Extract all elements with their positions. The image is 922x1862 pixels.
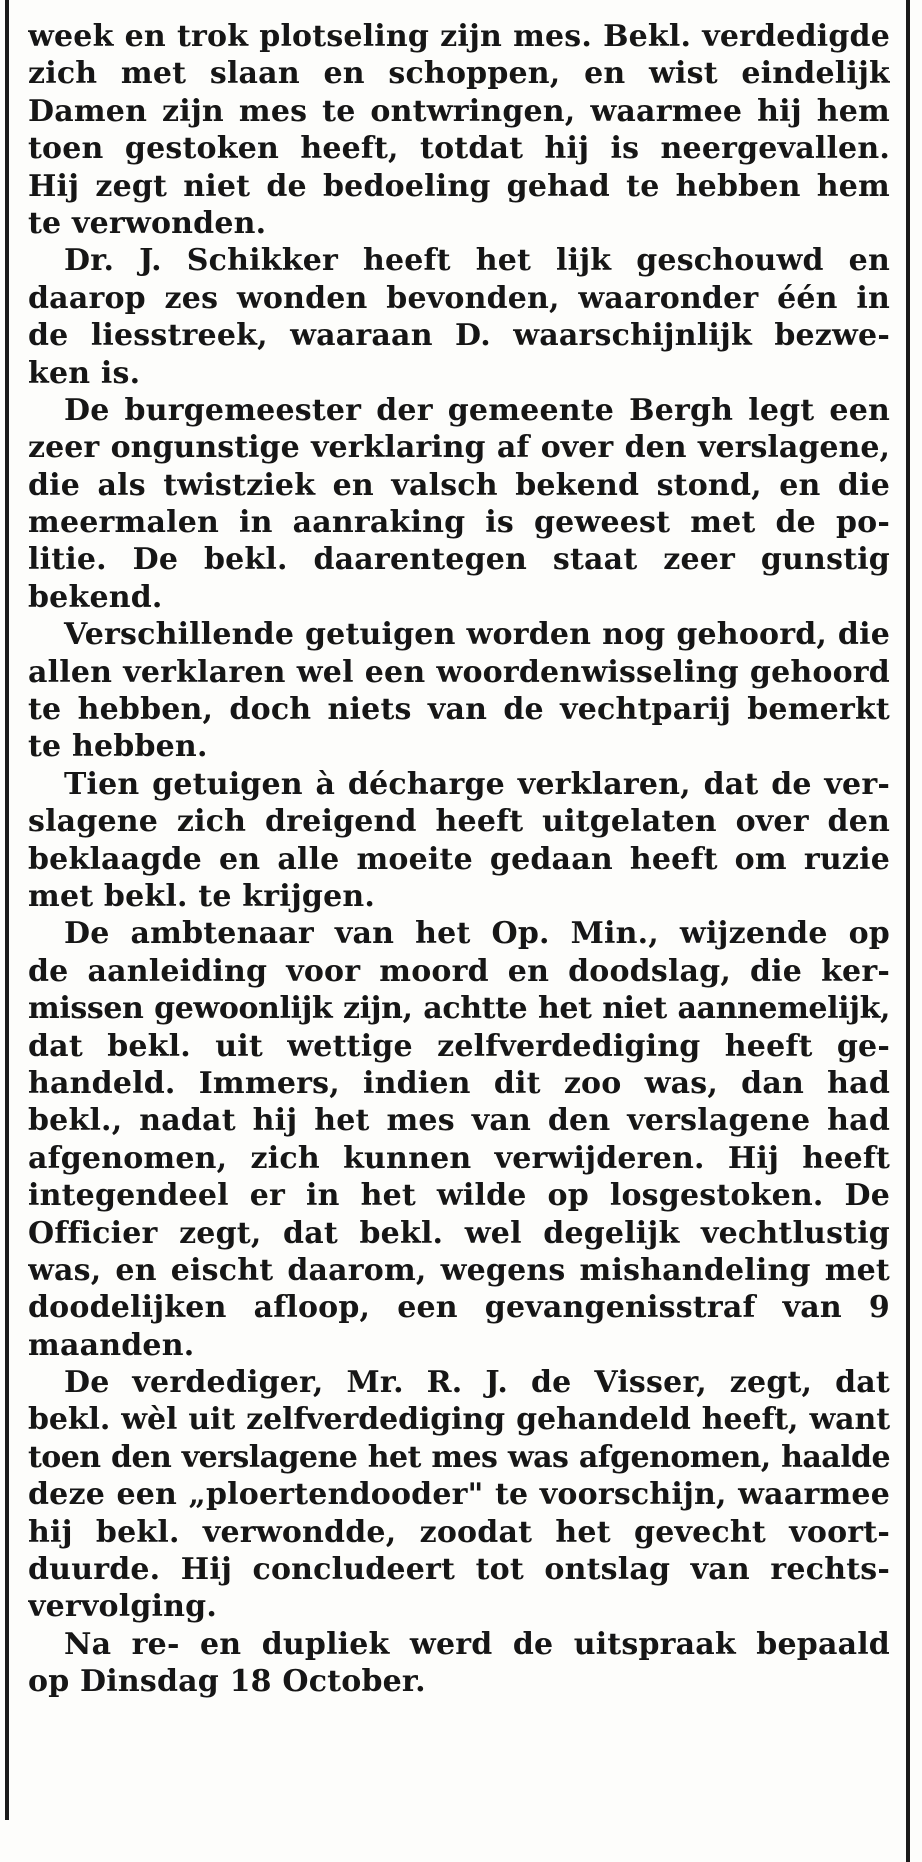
text-line: Verschillende getuigen worden nog gehoord, die [64, 617, 890, 653]
text-line: Hij zegt niet de bedoeling gehad te hebben hem [28, 168, 890, 204]
text-line: op Dinsdag 18 October. [28, 1664, 426, 1700]
text-line: Na re- en dupliek werd de uitspraak bepaald [64, 1626, 890, 1662]
text-line: integendeel er in het wilde op losgestoken. De [28, 1178, 890, 1214]
text-line: Damen zijn mes te ontwringen, waarmee hij hem [28, 93, 890, 129]
text-line: meermalen in aanraking is geweest met de po- [28, 505, 890, 541]
text-line: slagene zich dreigend heeft uitgelaten over den [28, 804, 890, 840]
text-line: deze een „ploertendooder" te voorschijn, waarmee [28, 1477, 890, 1513]
text-line: daarop zes wonden bevonden, waaronder één in [28, 280, 890, 316]
article-paragraph [28, 18, 890, 242]
text-line: duurde. Hij concludeert tot ontslag van rechts- [28, 1552, 890, 1588]
text-line: toen den verslagene het mes was afgenomen, haalde [28, 1439, 890, 1475]
text-line: die als twistziek en valsch bekend stond, en die [28, 467, 890, 503]
text-line: te hebben. [28, 729, 208, 765]
text-line: ken is. [28, 355, 141, 391]
text-line: maanden. [28, 1327, 195, 1363]
text-line: afgenomen, zich kunnen verwijderen. Hij heeft [28, 1140, 890, 1176]
column-rule-left [5, 0, 9, 1820]
text-line: De verdediger, Mr. R. J. de Visser, zegt, dat [64, 1365, 890, 1401]
text-line: vervolging. [28, 1589, 217, 1625]
article-paragraph [28, 1626, 890, 1701]
text-line: Tien getuigen à décharge verklaren, dat de ver- [64, 766, 890, 802]
text-line: De burgemeester der gemeente Bergh legt een [64, 392, 890, 428]
text-line: allen verklaren wel een woordenwisseling gehoord [28, 654, 890, 690]
text-line: zeer ongunstige verklaring af over den verslagene, [28, 430, 890, 466]
text-line: met bekl. te krijgen. [28, 878, 376, 914]
text-line: Dr. J. Schikker heeft het lijk geschouwd en [64, 243, 890, 279]
text-line: de aanleiding voor moord en doodslag, die ker- [28, 953, 890, 989]
text-line: de liesstreek, waaraan D. waarschijnlijk bezwe- [28, 318, 890, 354]
article-paragraph [28, 392, 890, 616]
article-paragraph [28, 616, 890, 766]
text-line: litie. De bekl. daarentegen staat zeer gunstig [28, 542, 890, 578]
article-paragraph [28, 242, 890, 392]
text-line: bekl., nadat hij het mes van den verslagene had [28, 1103, 890, 1139]
article-paragraph [28, 1364, 890, 1626]
text-line: missen gewoonlijk zijn, achtte het niet aannemelijk, [28, 991, 890, 1027]
text-line: was, en eischt daarom, wegens mishandeling met [28, 1252, 890, 1288]
text-line: handeld. Immers, indien dit zoo was, dan had [28, 1065, 890, 1101]
text-line: beklaagde en alle moeite gedaan heeft om ruzie [28, 841, 890, 877]
article-paragraph [28, 915, 890, 1364]
text-line: dat bekl. uit wettige zelfverdediging heeft ge- [28, 1028, 890, 1064]
text-line: De ambtenaar van het Op. Min., wijzende op [64, 916, 890, 952]
text-line: te verwonden. [28, 205, 267, 241]
text-line: zich met slaan en schoppen, en wist eindelijk [28, 56, 890, 92]
article-paragraph [28, 766, 890, 916]
text-line: hij bekl. verwondde, zoodat het gevecht voort- [28, 1514, 890, 1550]
text-line: Officier zegt, dat bekl. wel degelijk vechtlustig [28, 1215, 890, 1251]
column-rule-right [906, 0, 910, 1862]
text-line: doodelijken afloop, een gevangenisstraf van 9 [28, 1290, 890, 1326]
text-line: bekl. wèl uit zelfverdediging gehandeld heeft, want [28, 1402, 890, 1438]
text-line: bekend. [28, 579, 163, 615]
text-line: toen gestoken heeft, totdat hij is neergevallen. [28, 131, 890, 167]
text-line: week en trok plotseling zijn mes. Bekl. verdedigde [28, 19, 890, 54]
article-column [28, 18, 890, 1701]
text-line: te hebben, doch niets van de vechtparij bemerkt [28, 692, 890, 728]
